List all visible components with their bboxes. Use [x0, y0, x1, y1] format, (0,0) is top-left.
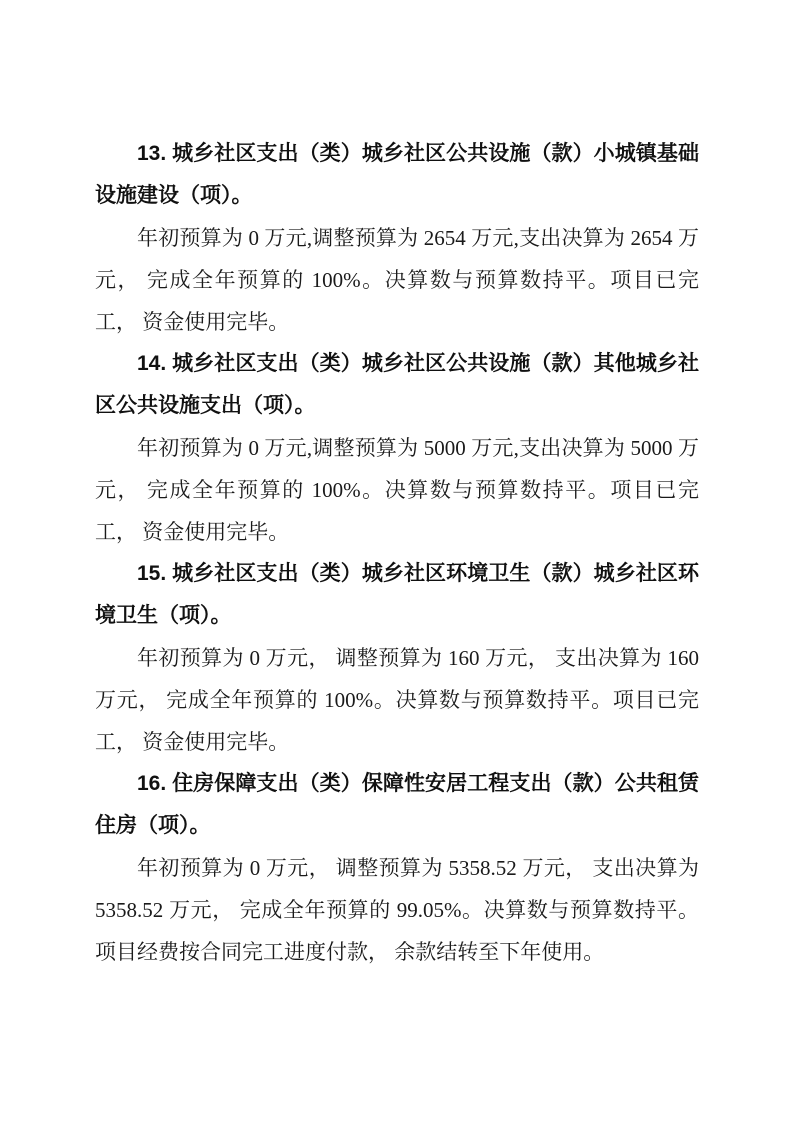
budget-item-13-heading: 13. 城乡社区支出（类）城乡社区公共设施（款）小城镇基础设施建设（项）。 [95, 142, 699, 207]
budget-item-14 [95, 343, 699, 553]
budget-item-15-heading: 15. 城乡社区支出（类）城乡社区环境卫生（款）城乡社区环境卫生（项）。 [95, 562, 699, 627]
budget-item-16-body: 年初预算为 0 万元， 调整预算为 5358.52 万元， 支出决算为 5358.52 万元， 完成全年预算的 99.05%。决算数与预算数持平。项目经费按合同完工进度付款， 余款结转至下年使用。 [95, 856, 699, 964]
budget-item-15 [95, 553, 699, 763]
document-content [95, 133, 699, 973]
budget-item-14-heading: 14. 城乡社区支出（类）城乡社区公共设施（款）其他城乡社区公共设施支出（项）。 [95, 352, 699, 417]
budget-item-16-heading: 16. 住房保障支出（类）保障性安居工程支出（款）公共租赁住房（项）。 [95, 772, 699, 837]
budget-item-16 [95, 763, 699, 973]
budget-item-13 [95, 133, 699, 343]
budget-item-15-body: 年初预算为 0 万元， 调整预算为 160 万元， 支出决算为 160 万元， 完成全年预算的 100%。决算数与预算数持平。项目已完工， 资金使用完毕。 [95, 646, 699, 754]
budget-item-14-body: 年初预算为 0 万元,调整预算为 5000 万元,支出决算为 5000 万元， 完成全年预算的 100%。决算数与预算数持平。项目已完工， 资金使用完毕。 [95, 436, 699, 544]
budget-item-13-body: 年初预算为 0 万元,调整预算为 2654 万元,支出决算为 2654 万元， 完成全年预算的 100%。决算数与预算数持平。项目已完工， 资金使用完毕。 [95, 226, 699, 334]
